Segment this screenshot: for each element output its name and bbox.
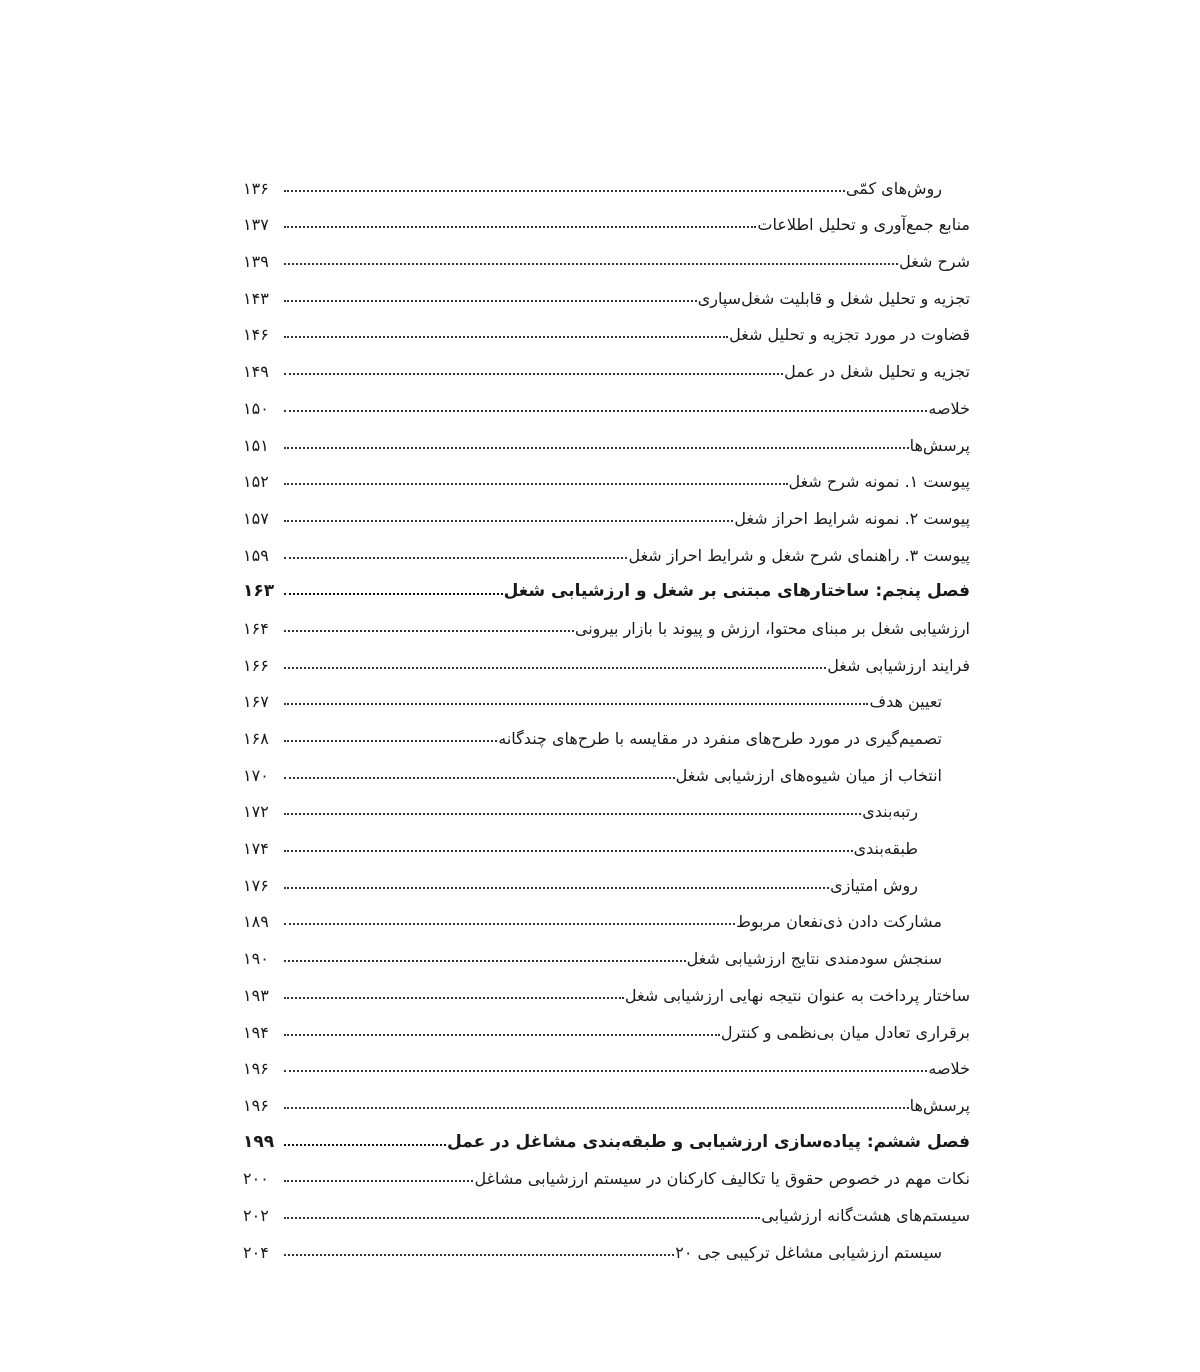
page-number: ۱۳۷ — [243, 215, 269, 235]
toc-entry-title: خلاصه — [928, 1059, 970, 1079]
toc-entry-title: سیستم‌های هشت‌گانه ارزشیابی — [761, 1205, 970, 1225]
chapter-title: فصل ششم: پیاده‌سازی ارزشیابی و طبقه‌بندی مشاغل در عمل — [447, 1131, 970, 1152]
page-number: ۱۶۴ — [243, 618, 269, 638]
page-number: ۱۹۶ — [243, 1059, 269, 1079]
dot-leader — [284, 886, 829, 889]
dot-leader — [284, 335, 728, 338]
dot-leader — [284, 666, 826, 669]
page-number: ۱۴۹ — [243, 362, 269, 382]
toc-entry-row — [243, 273, 970, 310]
toc-entry-title: ارزشیابی شغل بر مبنای محتوا، ارزش و پیوند با بازار بیرونی — [574, 618, 970, 638]
toc-entry-row — [243, 420, 970, 457]
page-number: ۱۵۹ — [243, 545, 269, 565]
dot-leader — [284, 996, 624, 999]
page-number: ۱۷۲ — [243, 802, 269, 822]
dot-leader — [284, 702, 868, 705]
toc-entry-title: فرایند ارزشیابی شغل — [827, 655, 970, 675]
dot-leader — [284, 1179, 473, 1182]
page-number: ۱۷۴ — [243, 839, 269, 859]
toc-entry-title: پیوست ۲. نمونه شرایط احراز شغل — [734, 508, 970, 528]
toc-entry-row — [243, 787, 970, 824]
toc-entry-row — [243, 677, 970, 714]
toc-entry-row — [243, 163, 970, 200]
dot-leader — [284, 592, 503, 595]
page-number: ۱۹۹ — [243, 1131, 275, 1152]
toc-entry-title: روش‌های کمّی — [845, 178, 942, 198]
page-number: ۲۰۰ — [243, 1169, 269, 1189]
toc-chapter-row — [243, 1117, 970, 1154]
page-number: ۱۶۳ — [243, 581, 275, 602]
toc-entry-row — [243, 200, 970, 237]
toc-entry-row — [243, 457, 970, 494]
toc-entry-row — [243, 750, 970, 787]
dot-leader — [284, 372, 783, 375]
toc-entry-row — [243, 860, 970, 897]
toc-entry-row — [243, 897, 970, 934]
dot-leader — [284, 849, 853, 852]
dot-leader — [284, 225, 756, 228]
toc-entry-title: طبقه‌بندی — [853, 839, 918, 859]
toc-entry-title: نکات مهم در خصوص حقوق یا تکالیف کارکنان در سیستم ارزشیابی مشاغل — [474, 1169, 970, 1189]
dot-leader — [284, 1216, 760, 1219]
chapter-title: فصل پنجم: ساختارهای مبتنی بر شغل و ارزشیابی شغل — [503, 581, 970, 602]
toc-entry-row — [243, 383, 970, 420]
dot-leader — [284, 299, 697, 302]
toc-entry-row — [243, 1080, 970, 1117]
table-of-contents — [243, 163, 970, 1264]
toc-entry-row — [243, 640, 970, 677]
page-number: ۱۶۷ — [243, 692, 269, 712]
dot-leader — [284, 446, 909, 449]
page-number: ۱۵۱ — [243, 435, 269, 455]
dot-leader — [284, 959, 686, 962]
page-number: ۱۹۳ — [243, 985, 269, 1005]
dot-leader — [284, 922, 735, 925]
toc-chapter-row — [243, 567, 970, 604]
dot-leader — [284, 1033, 720, 1036]
toc-entry-title: رتبه‌بندی — [862, 802, 918, 822]
toc-entry-title: روش امتیازی — [830, 875, 918, 895]
toc-entry-title: تجزیه و تحلیل شغل و قابلیت شغل‌سپاری — [697, 288, 970, 308]
toc-entry-row — [243, 1154, 970, 1191]
toc-entry-row — [243, 236, 970, 273]
toc-entry-title: قضاوت در مورد تجزیه و تحلیل شغل — [729, 325, 970, 345]
page-number: ۱۴۳ — [243, 288, 269, 308]
toc-entry-title: سنجش سودمندی نتایج ارزشیابی شغل — [686, 949, 942, 969]
page-number: ۱۳۶ — [243, 178, 269, 198]
page-number: ۱۵۲ — [243, 472, 269, 492]
toc-entry-row — [243, 1190, 970, 1227]
dot-leader — [284, 1143, 446, 1146]
toc-entry-row — [243, 1044, 970, 1081]
dot-leader — [284, 409, 927, 412]
toc-entry-title: پیوست ۳. راهنمای شرح شغل و شرایط احراز شغل — [628, 545, 970, 565]
page-number: ۱۶۸ — [243, 729, 269, 748]
toc-entry-row — [243, 310, 970, 347]
toc-entry-row — [243, 1007, 970, 1044]
dot-leader — [284, 482, 788, 485]
toc-entry-row — [243, 933, 970, 970]
toc-entry-row — [243, 823, 970, 860]
toc-entry-row — [243, 1227, 970, 1264]
toc-entry-title: تعیین هدف — [869, 692, 942, 712]
toc-entry-title: انتخاب از میان شیوه‌های ارزشیابی شغل — [675, 765, 942, 785]
page-number: ۱۴۶ — [243, 325, 269, 345]
page-number: ۱۸۹ — [243, 912, 269, 932]
page-number: ۱۷۰ — [243, 765, 269, 785]
dot-leader — [284, 556, 627, 559]
toc-entry-title: برقراری تعادل میان بی‌نظمی و کنترل — [720, 1022, 970, 1042]
page-number: ۱۵۰ — [243, 398, 269, 418]
dot-leader — [284, 629, 574, 632]
dot-leader — [284, 812, 861, 815]
toc-entry-title: پرسش‌ها — [909, 435, 970, 455]
toc-entry-title: پیوست ۱. نمونه شرح شغل — [788, 472, 970, 492]
toc-entry-row — [243, 346, 970, 383]
dot-leader — [284, 519, 733, 522]
dot-leader — [284, 739, 497, 742]
toc-entry-row — [243, 713, 970, 750]
dot-leader — [284, 1253, 674, 1256]
toc-entry-title: تجزیه و تحلیل شغل در عمل — [784, 362, 970, 382]
dot-leader — [284, 262, 898, 265]
toc-entry-row — [243, 970, 970, 1007]
toc-entry-title: سیستم ارزشیابی مشاغل ترکیبی جی ۲۰ — [675, 1242, 942, 1262]
page-number: ۱۹۴ — [243, 1022, 269, 1042]
toc-entry-title: منابع جمع‌آوری و تحلیل اطلاعات — [757, 215, 970, 235]
dot-leader — [284, 1069, 927, 1072]
page-number: ۱۶۶ — [243, 655, 269, 675]
dot-leader — [284, 776, 675, 779]
toc-entry-title: شرح شغل — [899, 252, 970, 272]
page-number: ۱۹۰ — [243, 949, 269, 969]
page-number: ۲۰۲ — [243, 1205, 269, 1225]
toc-entry-row — [243, 530, 970, 567]
toc-entry-title: خلاصه — [928, 398, 970, 418]
toc-entry-row — [243, 493, 970, 530]
page-number: ۱۳۹ — [243, 252, 269, 272]
dot-leader — [284, 189, 845, 192]
page-number: ۱۵۷ — [243, 508, 269, 528]
toc-entry-title: مشارکت دادن ذی‌نفعان مربوط — [736, 912, 942, 932]
page-number: ۲۰۴ — [243, 1242, 269, 1262]
dot-leader — [284, 1106, 909, 1109]
toc-entry-title: تصمیم‌گیری در مورد طرح‌های منفرد در مقایسه با طرح‌های چندگانه — [498, 729, 942, 748]
toc-entry-row — [243, 603, 970, 640]
toc-entry-title: پرسش‌ها — [909, 1095, 970, 1115]
toc-entry-title: ساختار پرداخت به عنوان نتیجه نهایی ارزشیابی شغل — [624, 985, 970, 1005]
page-number: ۱۹۶ — [243, 1095, 269, 1115]
page-number: ۱۷۶ — [243, 875, 269, 895]
